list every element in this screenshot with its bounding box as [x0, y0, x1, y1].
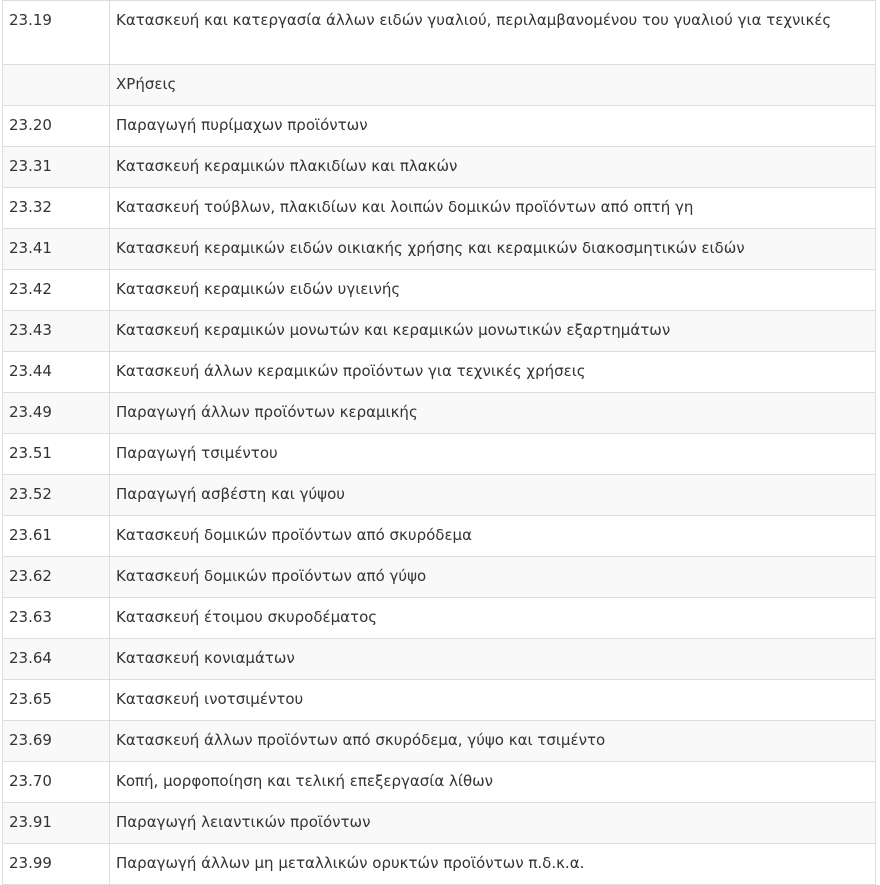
table-row [3, 270, 876, 311]
code-cell: 23.99 [3, 844, 110, 885]
description-cell: Κατασκευή άλλων προϊόντων από σκυρόδεμα, γύψο και τσιμέντο [110, 721, 876, 762]
code-cell: 23.20 [3, 106, 110, 147]
table-row [3, 311, 876, 352]
code-cell: 23.31 [3, 147, 110, 188]
description-cell: Παραγωγή πυρίμαχων προϊόντων [110, 106, 876, 147]
description-cell: Παραγωγή άλλων προϊόντων κεραμικής [110, 393, 876, 434]
description-cell: Κατασκευή δομικών προϊόντων από σκυρόδεμα [110, 516, 876, 557]
table-row [3, 803, 876, 844]
description-cell: Παραγωγή τσιμέντου [110, 434, 876, 475]
description-cell: Παραγωγή λειαντικών προϊόντων [110, 803, 876, 844]
code-cell: 23.65 [3, 680, 110, 721]
table-row [3, 598, 876, 639]
description-cell: Κατασκευή κεραμικών ειδών οικιακής χρήσης και κεραμικών διακοσμητικών ειδών [110, 229, 876, 270]
description-cell: Παραγωγή ασβέστη και γύψου [110, 475, 876, 516]
table-body [3, 1, 876, 885]
code-cell: 23.69 [3, 721, 110, 762]
code-cell: 23.63 [3, 598, 110, 639]
code-cell [3, 65, 110, 106]
code-cell: 23.43 [3, 311, 110, 352]
table-row [3, 147, 876, 188]
table-row [3, 188, 876, 229]
table-row [3, 516, 876, 557]
description-cell: Κατασκευή κονιαμάτων [110, 639, 876, 680]
table-row [3, 1, 876, 65]
table-row [3, 680, 876, 721]
description-cell: Κατασκευή κεραμικών ειδών υγιεινής [110, 270, 876, 311]
table-row [3, 557, 876, 598]
description-cell: Κατασκευή δομικών προϊόντων από γύψο [110, 557, 876, 598]
description-cell: Κατασκευή τούβλων, πλακιδίων και λοιπών δομικών προϊόντων από οπτή γη [110, 188, 876, 229]
description-cell: Κατασκευή άλλων κεραμικών προϊόντων για τεχνικές χρήσεις [110, 352, 876, 393]
table-row [3, 106, 876, 147]
table-row [3, 434, 876, 475]
description-cell: Κατασκευή κεραμικών πλακιδίων και πλακών [110, 147, 876, 188]
table-row [3, 475, 876, 516]
table-row [3, 721, 876, 762]
table-row [3, 65, 876, 106]
table-row [3, 844, 876, 885]
code-cell: 23.70 [3, 762, 110, 803]
code-cell: 23.49 [3, 393, 110, 434]
code-cell: 23.62 [3, 557, 110, 598]
code-cell: 23.42 [3, 270, 110, 311]
table-row [3, 229, 876, 270]
description-cell: Παραγωγή άλλων μη μεταλλικών ορυκτών προϊόντων π.δ.κ.α. [110, 844, 876, 885]
code-cell: 23.52 [3, 475, 110, 516]
code-cell: 23.61 [3, 516, 110, 557]
table-row [3, 762, 876, 803]
description-cell: Κοπή, μορφοποίηση και τελική επεξεργασία λίθων [110, 762, 876, 803]
table-row [3, 393, 876, 434]
description-cell: Κατασκευή κεραμικών μονωτών και κεραμικών μονωτικών εξαρτημάτων [110, 311, 876, 352]
table-row [3, 352, 876, 393]
code-cell: 23.91 [3, 803, 110, 844]
description-cell: Κατασκευή ινοτσιμέντου [110, 680, 876, 721]
table-row [3, 639, 876, 680]
code-cell: 23.19 [3, 1, 110, 65]
description-cell: ΧΡήσεις [110, 65, 876, 106]
code-cell: 23.51 [3, 434, 110, 475]
code-cell: 23.44 [3, 352, 110, 393]
description-cell: Κατασκευή έτοιμου σκυροδέματος [110, 598, 876, 639]
description-cell: Κατασκευή και κατεργασία άλλων ειδών γυαλιού, περιλαμβανομένου του γυαλιού για τεχνικές [110, 1, 876, 65]
code-cell: 23.64 [3, 639, 110, 680]
activity-codes-table [2, 0, 876, 885]
code-cell: 23.41 [3, 229, 110, 270]
code-cell: 23.32 [3, 188, 110, 229]
